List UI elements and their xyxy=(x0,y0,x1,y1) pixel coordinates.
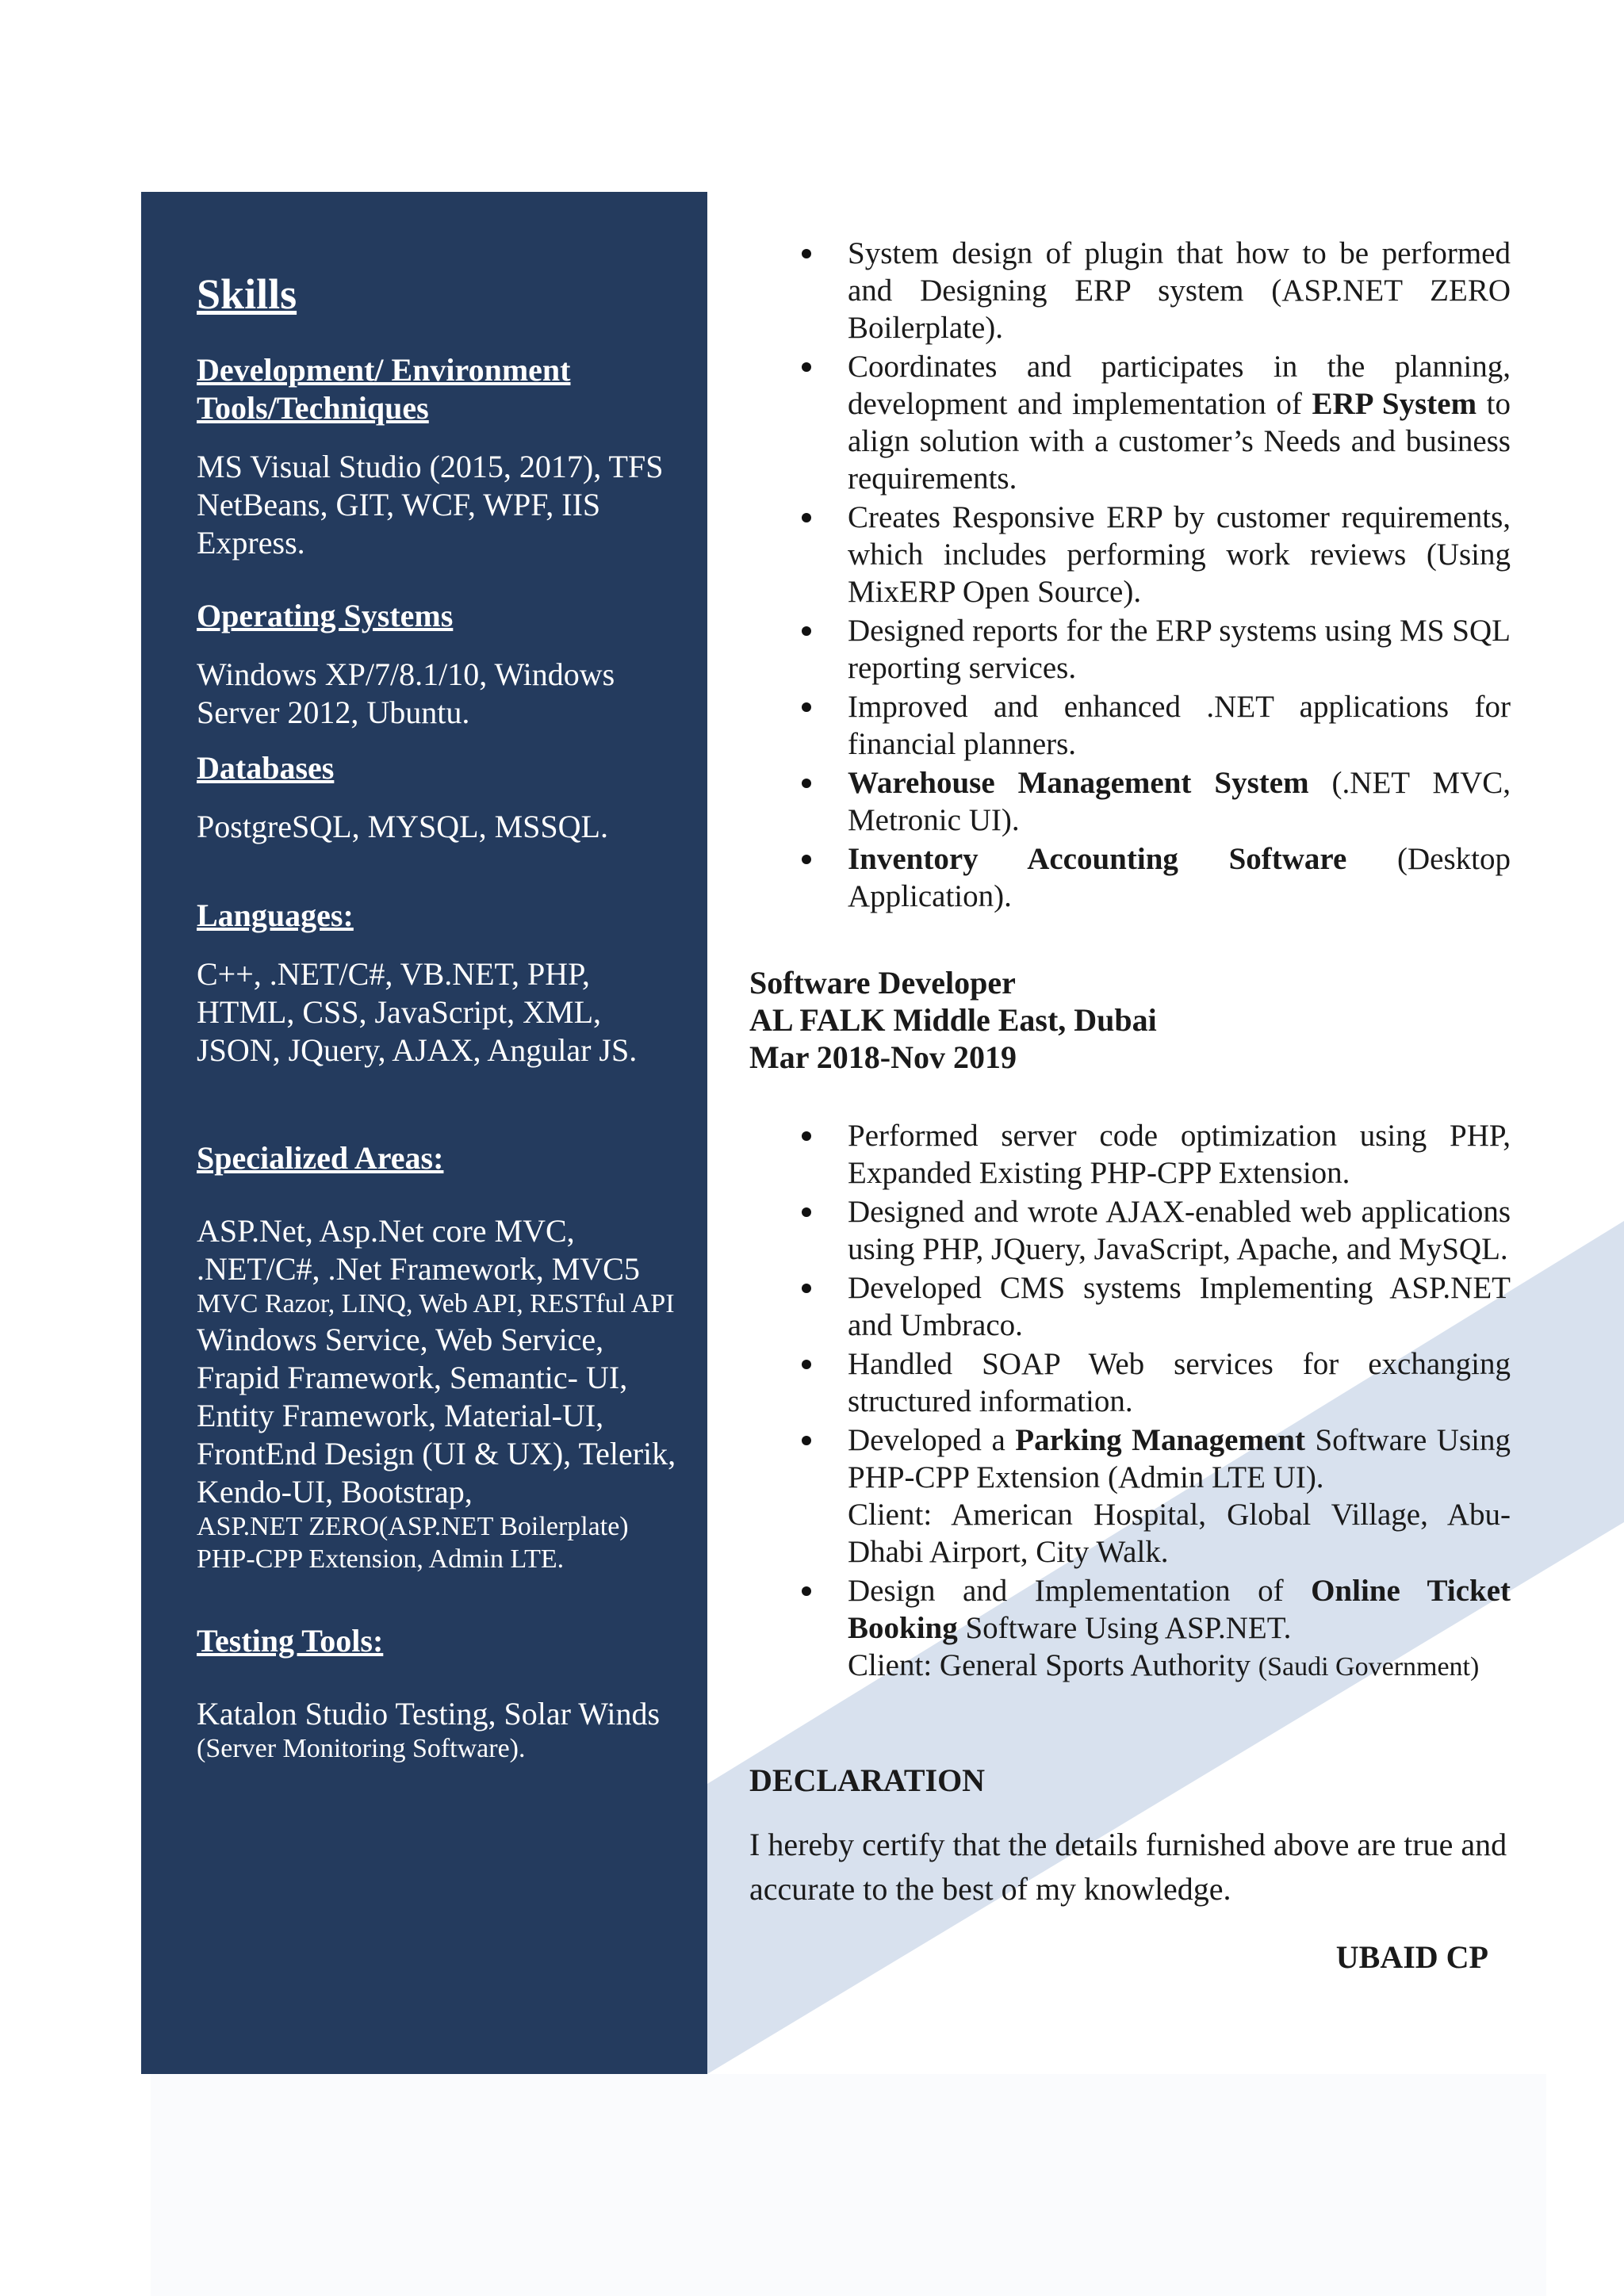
skills-title: Skills xyxy=(197,270,297,318)
list-item: Performed server code optimization using PHP, Expanded Existing PHP-CPP Extension. xyxy=(848,1119,1511,1190)
section-heading: Databases xyxy=(197,750,335,786)
software-developer-list xyxy=(749,1117,1511,1686)
section-text: MVC Razor, LINQ, Web API, RESTful API xyxy=(197,1289,675,1319)
list-item: Design and Implementation of Online Ticket Booking Software Using ASP.NET. Client: General Sports Authority (Saudi Government) xyxy=(848,1572,1511,1686)
section-text: ASP.NET ZERO(ASP.NET Boilerplate) PHP-CPP Extension, Admin LTE. xyxy=(197,1512,629,1574)
section-text: Windows Service, Web Service, Frapid Framework, Semantic- UI, Entity Framework, Material-UI, FrontEnd Design (UI & UX), Telerik, Kendo-UI, Bootstrap, xyxy=(197,1322,676,1510)
bottom-fade xyxy=(151,2074,1546,2296)
job-header xyxy=(749,964,1511,1076)
client-line: Client: American Hospital, Global Village, Abu-Dhabi Airport, City Walk. xyxy=(848,1498,1511,1569)
declaration-title: DECLARATION xyxy=(749,1762,986,1798)
list-item: Developed CMS systems Implementing ASP.NET and Umbraco. xyxy=(848,1271,1511,1342)
skills-section-dev-tools xyxy=(197,351,682,562)
client-line: Client: General Sports Authority xyxy=(848,1648,1251,1682)
list-item: Improved and enhanced .NET applications for financial planners. xyxy=(848,690,1511,761)
section-heading: Testing Tools: xyxy=(197,1622,384,1659)
erp-responsibilities-list xyxy=(749,235,1511,915)
list-item: Developed a Parking Management Software Using PHP-CPP Extension (Admin LTE UI). Client: American Hospital, Global Village, Abu-Dhabi Airport, City Walk. xyxy=(848,1423,1511,1569)
section-text: C++, .NET/C#, VB.NET, PHP, HTML, CSS, JavaScript, XML, JSON, JQuery, AJAX, Angular JS. xyxy=(197,956,638,1069)
section-heading: Development/ Environment Tools/Techniques xyxy=(197,352,571,427)
declaration-text: I hereby certify that the details furnished above are true and accurate to the best of my knowledge. xyxy=(749,1827,1507,1907)
list-item: Inventory Accounting Software (Desktop Application). xyxy=(848,842,1511,913)
experience-column xyxy=(749,235,1511,1976)
skills-section-testing xyxy=(197,1622,682,1766)
list-item: Warehouse Management System (.NET MVC, Metronic UI). xyxy=(848,766,1511,837)
section-text: Windows XP/7/8.1/10, Windows Server 2012, Ubuntu. xyxy=(197,656,615,731)
section-heading: Languages: xyxy=(197,897,354,934)
section-text: PostgreSQL, MYSQL, MSSQL. xyxy=(197,809,608,845)
skills-section-os xyxy=(197,597,682,732)
skills-section-databases xyxy=(197,749,682,846)
list-item: Creates Responsive ERP by customer requirements, which includes performing work reviews (Using MixERP Open Source). xyxy=(848,500,1511,609)
skills-section-specialized xyxy=(197,1139,682,1575)
signature-name: UBAID CP xyxy=(1335,1939,1488,1975)
list-item: Handled SOAP Web services for exchanging structured information. xyxy=(848,1347,1511,1418)
section-text: (Server Monitoring Software). xyxy=(197,1733,526,1763)
section-heading: Specialized Areas: xyxy=(197,1140,444,1177)
section-heading: Operating Systems xyxy=(197,598,454,634)
job-period: Mar 2018-Nov 2019 xyxy=(749,1039,1017,1075)
skills-sidebar xyxy=(141,192,707,2074)
job-company: AL FALK Middle East, Dubai xyxy=(749,1002,1157,1038)
job-title: Software Developer xyxy=(749,965,1016,1001)
list-item: Designed and wrote AJAX-enabled web applications using PHP, JQuery, JavaScript, Apache, and MySQL. xyxy=(848,1195,1511,1266)
client-note: (Saudi Government) xyxy=(1258,1652,1480,1682)
list-item: System design of plugin that how to be performed and Designing ERP system (ASP.NET ZERO Boilerplate). xyxy=(848,236,1511,345)
section-text: ASP.Net, Asp.Net core MVC, .NET/C#, .Net Framework, MVC5 xyxy=(197,1213,640,1288)
skills-section-languages xyxy=(197,897,682,1070)
list-item: Designed reports for the ERP systems using MS SQL reporting services. xyxy=(848,614,1511,685)
section-text: Katalon Studio Testing, Solar Winds xyxy=(197,1695,661,1732)
list-item: Coordinates and participates in the planning, development and implementation of ERP System to align solution with a customer’s Needs and business requirements. xyxy=(848,350,1511,496)
section-text: MS Visual Studio (2015, 2017), TFS NetBeans, GIT, WCF, WPF, IIS Express. xyxy=(197,449,664,561)
